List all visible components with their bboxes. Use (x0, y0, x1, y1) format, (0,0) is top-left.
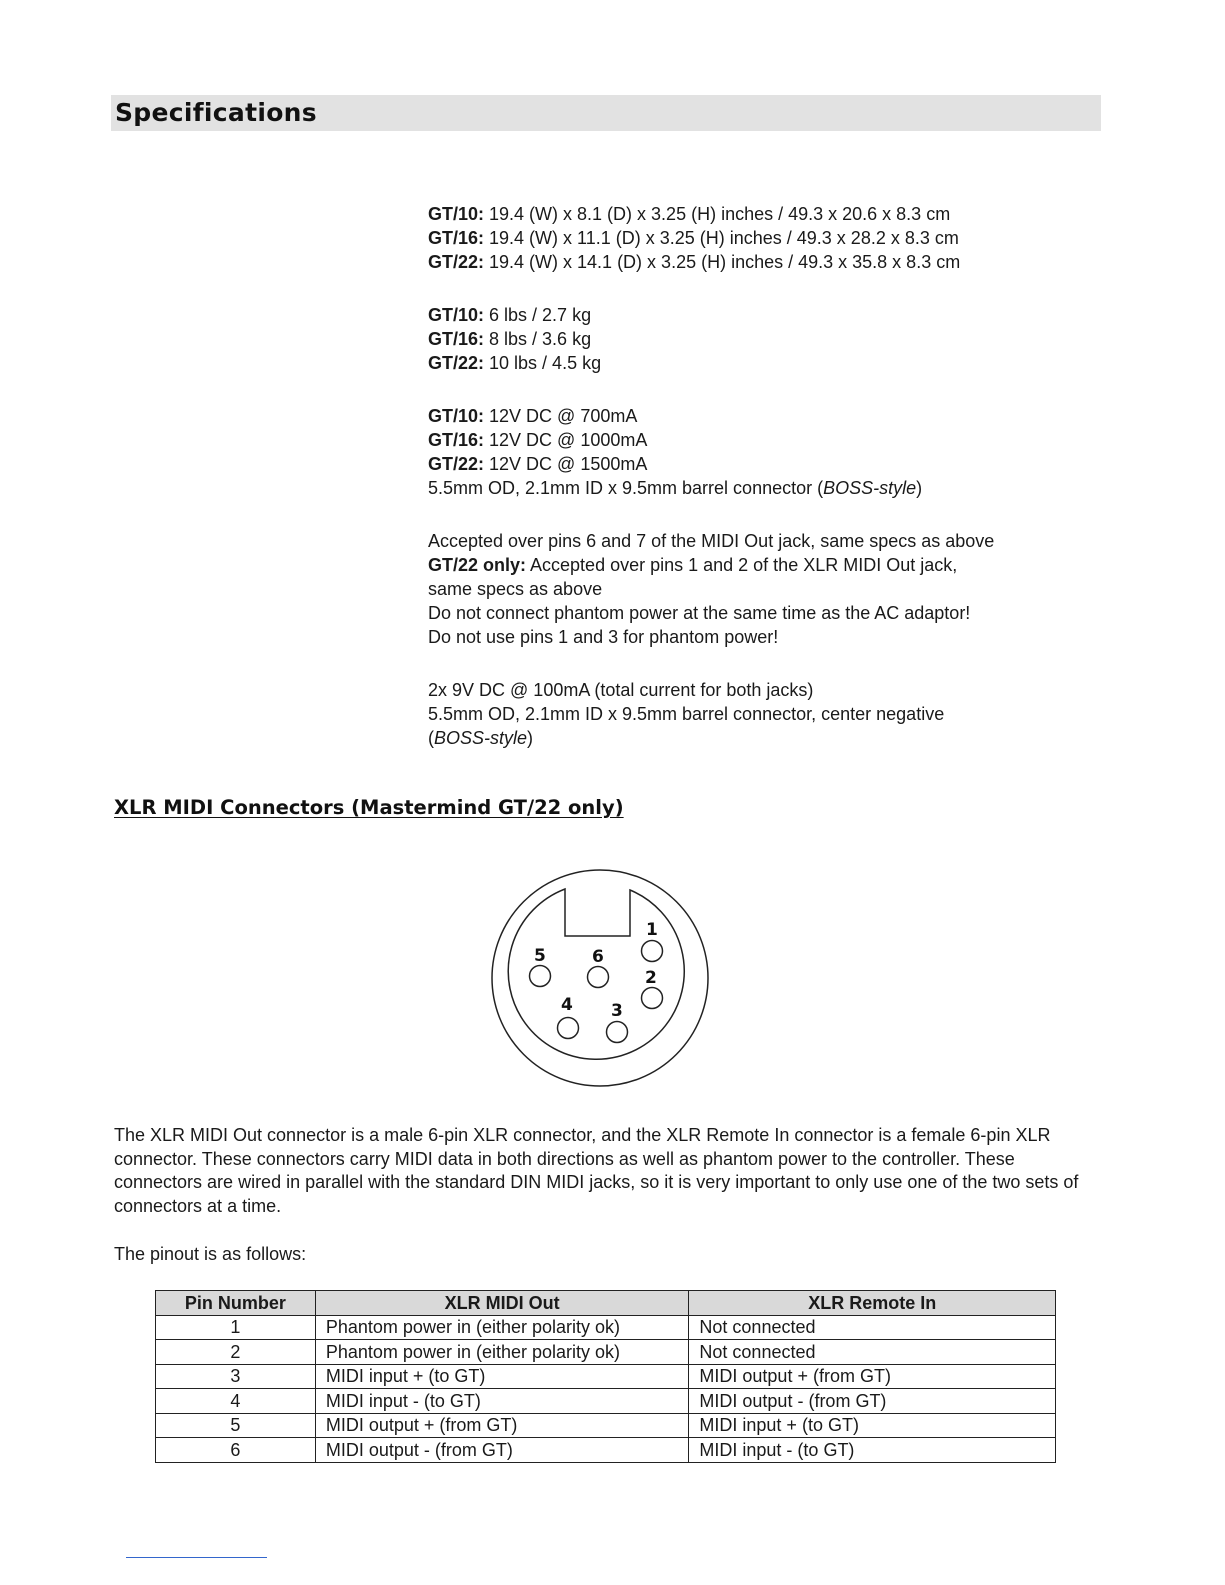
power-value: 12V DC @ 700mA (484, 406, 638, 426)
weight-value: 6 lbs / 2.7 kg (484, 305, 592, 325)
pinout-table (155, 1290, 1056, 1463)
pinout-intro: The pinout is as follows: (114, 1244, 307, 1264)
model-label: GT/16: (428, 329, 485, 349)
table-row (156, 1438, 1056, 1463)
model-label: GT/10: (428, 406, 485, 426)
pin-number-cell: 3 (156, 1364, 316, 1389)
pin-5-label: 5 (534, 946, 546, 966)
dimension-value: 19.4 (W) x 11.1 (D) x 3.25 (H) inches / 49.3 x 28.2 x 8.3 cm (484, 228, 959, 248)
pin-6-hole (588, 967, 609, 988)
pin-4-hole (558, 1018, 579, 1039)
midi-out-cell: MIDI output - (from GT) (315, 1438, 689, 1463)
pin-number-cell: 1 (156, 1315, 316, 1340)
footer-rule (126, 1557, 267, 1558)
header-pin-number: Pin Number (156, 1291, 316, 1316)
pin-3-hole (607, 1022, 628, 1043)
pin-number-cell: 6 (156, 1438, 316, 1463)
boss-style-text: BOSS-style (434, 728, 528, 748)
pin-6-label: 6 (592, 947, 604, 967)
power-line (428, 452, 1108, 476)
model-label: GT/10: (428, 204, 485, 224)
power-line (428, 428, 1108, 452)
remote-in-cell: Not connected (689, 1340, 1056, 1365)
boss-style-text: BOSS-style (823, 478, 917, 498)
weight-line (428, 327, 1108, 351)
midi-out-cell: Phantom power in (either polarity ok) (315, 1315, 689, 1340)
connector-inner-shell (508, 889, 684, 1059)
paren-open: ( (428, 728, 434, 748)
table-row (156, 1389, 1056, 1414)
midi-out-cell: MIDI input - (to GT) (315, 1389, 689, 1414)
header-xlr-midi-out: XLR MIDI Out (315, 1291, 689, 1316)
xlr-section-title: XLR MIDI Connectors (Mastermind GT/22 only) (114, 796, 624, 819)
aux-power-group (428, 678, 1108, 750)
pin-2-label: 2 (645, 968, 657, 988)
aux-power-line: 2x 9V DC @ 100mA (total current for both jacks) (428, 680, 814, 700)
dimensions-group (428, 202, 1108, 274)
model-label: GT/16: (428, 430, 485, 450)
phantom-warning: Do not use pins 1 and 3 for phantom power! (428, 627, 779, 647)
xlr-description: The XLR MIDI Out connector is a male 6-pin XLR connector, and the XLR Remote In connector is a female 6-pin XLR connector. These connectors carry MIDI data in both directions as well as phantom power to the controller. These connectors are wired in parallel with the standard DIN MIDI jacks, so it is very important to only use one of the two sets of connectors at a time. (114, 1125, 1079, 1217)
dimension-value: 19.4 (W) x 14.1 (D) x 3.25 (H) inches / 49.3 x 35.8 x 8.3 cm (484, 252, 961, 272)
table-row (156, 1364, 1056, 1389)
pin-1-hole (642, 941, 663, 962)
remote-in-cell: MIDI output - (from GT) (689, 1389, 1056, 1414)
dimension-line (428, 202, 1108, 226)
xlr-connector-diagram (490, 868, 710, 1088)
model-label: GT/10: (428, 305, 485, 325)
model-label: GT/22: (428, 454, 485, 474)
phantom-line (428, 553, 1108, 577)
connector-outer-ring (492, 870, 708, 1086)
midi-out-cell: MIDI output + (from GT) (315, 1413, 689, 1438)
remote-in-cell: MIDI input + (to GT) (689, 1413, 1056, 1438)
midi-out-cell: MIDI input + (to GT) (315, 1364, 689, 1389)
aux-power-line: 5.5mm OD, 2.1mm ID x 9.5mm barrel connector, center negative (428, 704, 945, 724)
phantom-text: Accepted over pins 1 and 2 of the XLR MIDI Out jack, (526, 555, 958, 575)
gt22-only-label: GT/22 only: (428, 555, 527, 575)
weight-line (428, 351, 1108, 375)
midi-out-cell: Phantom power in (either polarity ok) (315, 1340, 689, 1365)
weight-line (428, 303, 1108, 327)
table-header-row (156, 1291, 1056, 1316)
phantom-power-group (428, 529, 1108, 649)
dimension-line (428, 250, 1108, 274)
remote-in-cell: MIDI input - (to GT) (689, 1438, 1056, 1463)
power-line (428, 404, 1108, 428)
paren-close: ) (527, 728, 534, 748)
phantom-line: same specs as above (428, 579, 603, 599)
model-label: GT/16: (428, 228, 485, 248)
table-row (156, 1315, 1056, 1340)
section-header-bar (111, 95, 1101, 131)
specs-block (428, 202, 1108, 779)
power-connector-suffix: ) (916, 478, 923, 498)
pin-3-label: 3 (611, 1001, 623, 1021)
weight-group (428, 303, 1108, 375)
xlr-connector-svg (490, 868, 710, 1088)
dimension-line (428, 226, 1108, 250)
power-value: 12V DC @ 1000mA (484, 430, 648, 450)
power-connector-text: 5.5mm OD, 2.1mm ID x 9.5mm barrel connector ( (428, 478, 824, 498)
pin-1-label: 1 (646, 920, 658, 940)
model-label: GT/22: (428, 252, 485, 272)
pin-number-cell: 5 (156, 1413, 316, 1438)
page-title: Specifications (115, 98, 317, 127)
pin-2-hole (642, 988, 663, 1009)
table-row (156, 1413, 1056, 1438)
remote-in-cell: MIDI output + (from GT) (689, 1364, 1056, 1389)
weight-value: 8 lbs / 3.6 kg (484, 329, 592, 349)
remote-in-cell: Not connected (689, 1315, 1056, 1340)
pin-5-hole (530, 966, 551, 987)
aux-power-line (428, 726, 1108, 750)
dimension-value: 19.4 (W) x 8.1 (D) x 3.25 (H) inches / 49.3 x 20.6 x 8.3 cm (484, 204, 951, 224)
phantom-warning: Do not connect phantom power at the same time as the AC adaptor! (428, 603, 971, 623)
table-row (156, 1340, 1056, 1365)
model-label: GT/22: (428, 353, 485, 373)
power-connector-line (428, 476, 1108, 500)
weight-value: 10 lbs / 4.5 kg (484, 353, 602, 373)
header-xlr-remote-in: XLR Remote In (689, 1291, 1056, 1316)
phantom-line: Accepted over pins 6 and 7 of the MIDI Out jack, same specs as above (428, 531, 995, 551)
pin-number-cell: 4 (156, 1389, 316, 1414)
pin-number-cell: 2 (156, 1340, 316, 1365)
power-group (428, 404, 1108, 500)
power-value: 12V DC @ 1500mA (484, 454, 648, 474)
pin-4-label: 4 (561, 995, 573, 1015)
